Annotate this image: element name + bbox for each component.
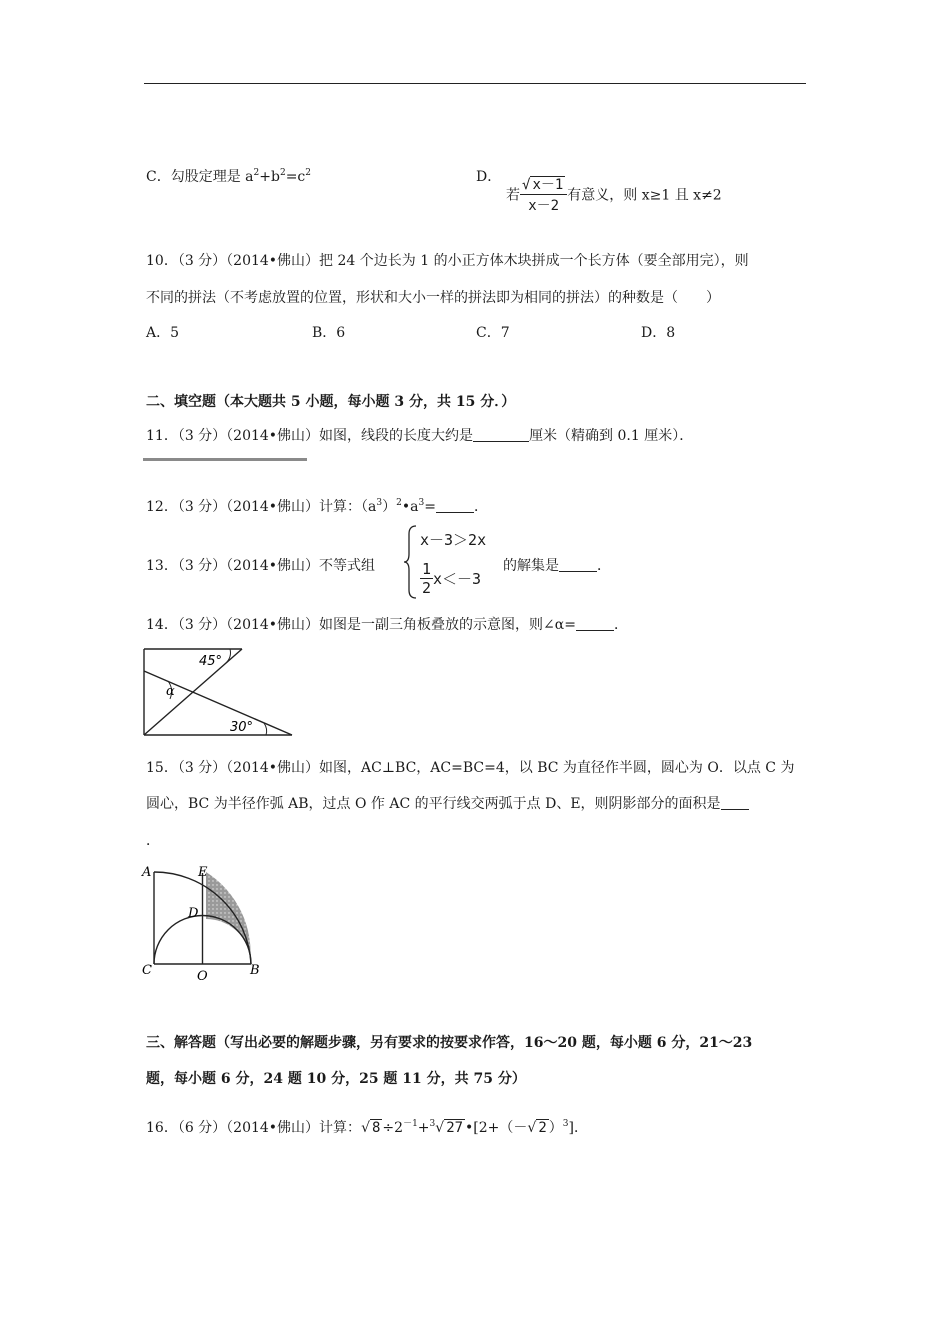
q16-text: 16．（6 分）（2014•佛山）计算：√ $8 \div 2^{-1}+^3√$ 27 •[2+（－√ 2 ）$^3$]． [146,1119,588,1136]
q13-pre: 13．（3 分）（2014•佛山）不等式组 [146,558,376,574]
q10-option-d: D．8 [641,325,676,341]
section3-line2: 题，每小题 6 分，24 题 10 分，25 题 11 分，共 75 分） [146,1071,526,1087]
angle-alpha-label: α [166,684,175,699]
triangle-set-figure [140,645,300,740]
q12-text: 12．（3 分）（2014•佛山）计算：$(a^3)^2•a^3=$ ． [146,498,488,515]
point-d-label: D [188,906,199,921]
semicircle-figure [140,860,270,985]
q13-brace [403,524,419,600]
q13-ineq2: $\frac{1}{2}$ x＜－3 [422,560,482,597]
angle-45-label: 45° [199,654,223,669]
q14-text: 14．（3 分）（2014•佛山）如图是一副三角板叠放的示意图，则∠α= ． [146,617,628,633]
q9-option-d: 若 $\frac{√ x-1}{x-2}$ 有意义，则 x≥1 且 x≠2 [506,174,722,215]
radical-fraction: $\frac{√ x-1}{x-2}$ [520,174,567,215]
q9-option-c: C．勾股定理是 $a^2+b^2=c^2$ [146,168,311,185]
q11-blank [473,427,529,442]
q11-text: 11．（3 分）（2014•佛山）如图，线段的长度大约是 厘米（精确到 0.1 厘米）． [146,428,694,444]
q15-line1: 15．（3 分）（2014•佛山）如图，AC⊥BC，AC=BC=4，以 BC 为直径作半圆，圆心为 O．以点 C 为 [146,760,795,776]
angle-30-label: 30° [230,720,254,735]
point-c-label: C [142,963,152,978]
q10-line2: 不同的拼法（不考虑放置的位置，形状和大小一样的拼法即为相同的拼法）的种数是（ ） [146,290,720,306]
q10-option-b: B．6 [312,325,346,341]
q13-ineq1: x－3＞2x [420,531,487,549]
point-o-label: O [197,969,208,984]
shaded-region [206,872,251,964]
header-rule [144,83,806,84]
q9-option-d-label: D． [476,169,502,185]
q15-line3: ． [146,833,160,849]
section3-line1: 三、解答题（写出必要的解题步骤，另有要求的按要求作答，16～20 题，每小题 6 分，21～23 [146,1035,753,1051]
section2-title: 二、填空题（本大题共 5 小题，每小题 3 分，共 15 分．） [146,394,516,410]
point-a-label: A [142,865,152,880]
q10-option-c: C．7 [476,325,510,341]
q11-segment [143,458,307,461]
q10-option-a: A．5 [146,325,180,341]
q15-line2: 圆心，BC 为半径作弧 AB，过点 O 作 AC 的平行线交两弧于点 D、E，则阴影部分的面积是 [146,793,749,813]
q13-post: 的解集是 ． [503,558,611,574]
q12-blank [436,498,474,513]
q15-blank [721,795,749,810]
q14-blank [576,616,614,631]
point-e-label: E [198,865,208,880]
q10-line1: 10．（3 分）（2014•佛山）把 24 个边长为 1 的小正方体木块拼成一个长方体（要全部用完），则 [146,253,749,269]
point-b-label: B [250,963,260,978]
q13-blank [559,557,597,572]
